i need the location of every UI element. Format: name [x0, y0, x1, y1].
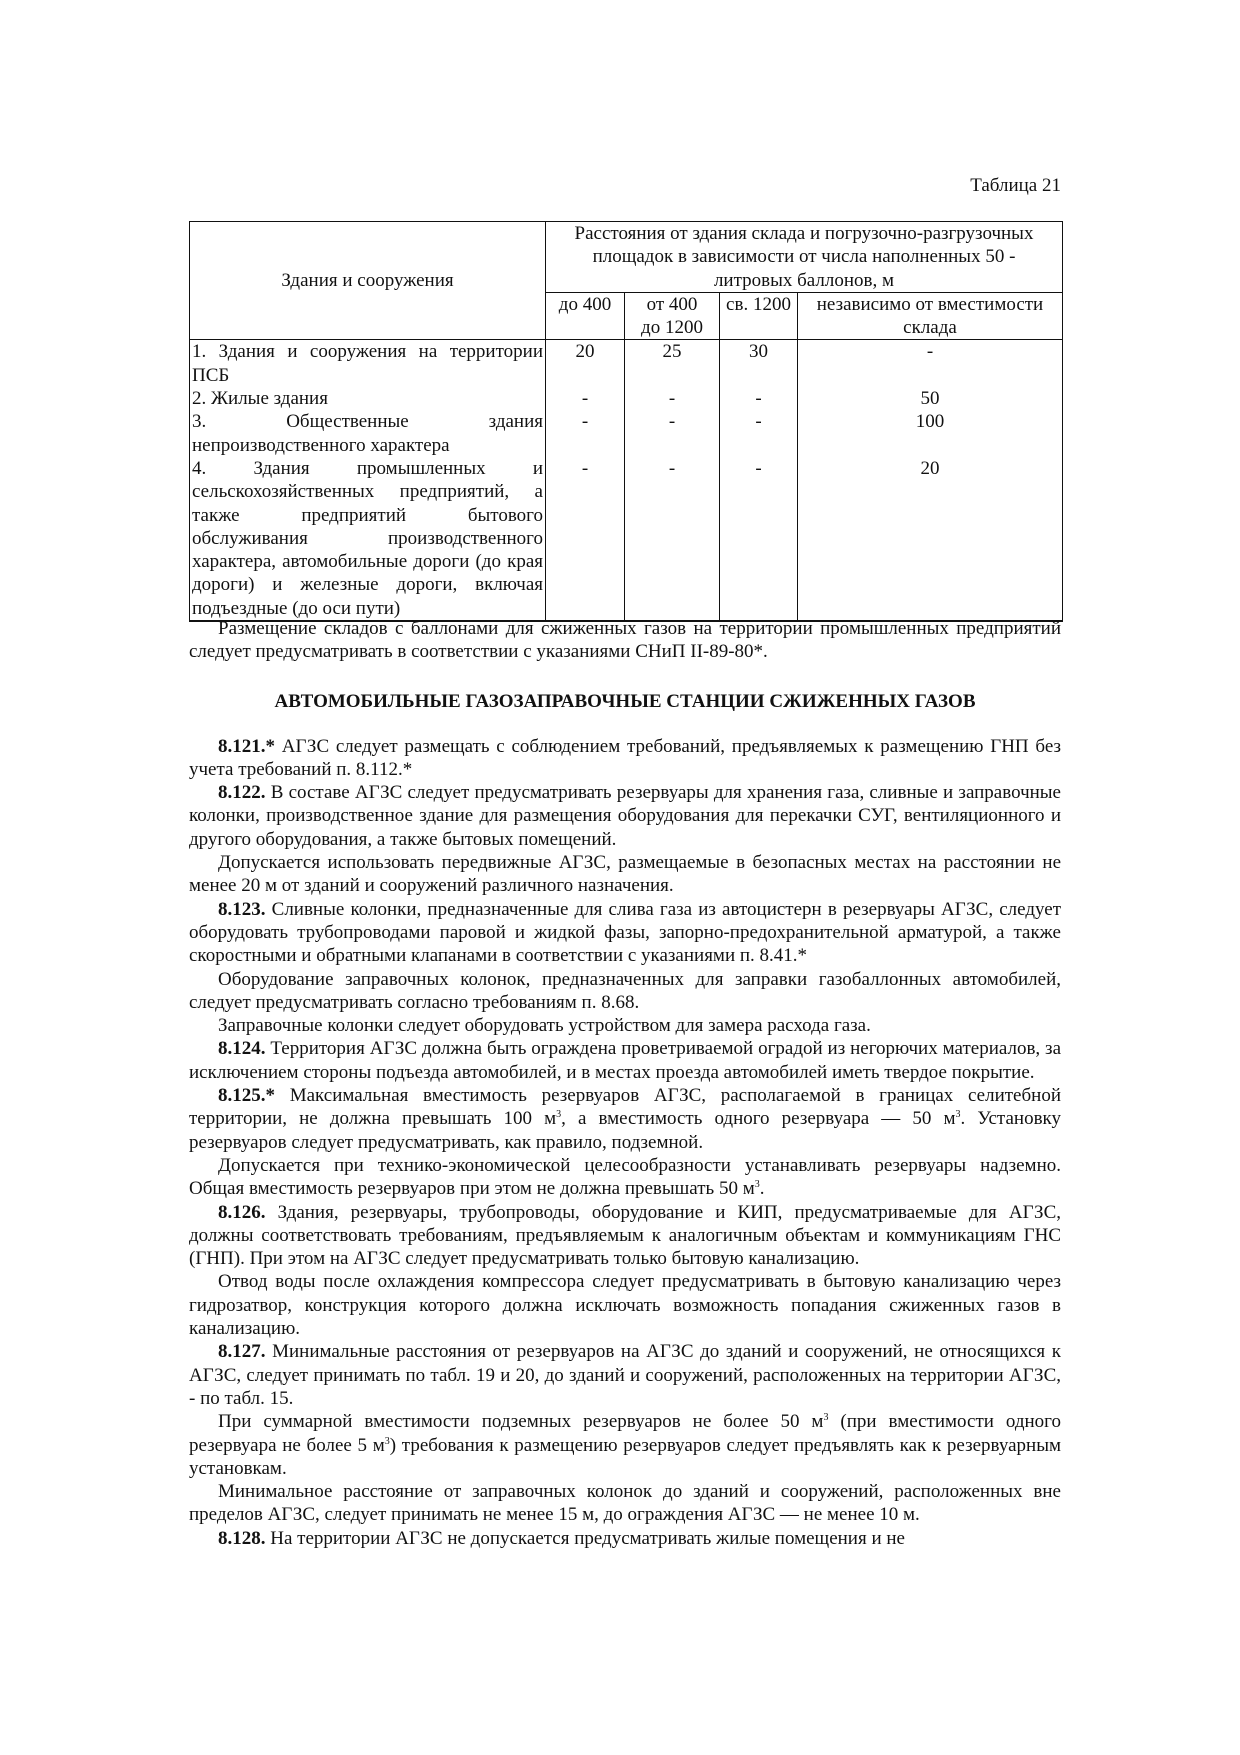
subheader-up-to-400: до 400 [546, 292, 625, 340]
body-text [189, 617, 1061, 1550]
paragraph [189, 851, 1061, 898]
superscript: 3 [823, 1412, 829, 1424]
row-value: - [625, 457, 720, 621]
row-name: 3. Общественные здания непроизводственного характера [190, 410, 546, 457]
row-value: - [798, 340, 1063, 387]
paragraph [189, 1037, 1061, 1084]
paragraph-text: На территории АГЗС не допускается предусматривать жилые помещения и не [265, 1527, 905, 1549]
table-row [190, 457, 1063, 621]
paragraph [189, 1084, 1061, 1154]
row-value: - [720, 457, 798, 621]
distance-table [189, 221, 1063, 622]
row-name: 2. Жилые здания [190, 387, 546, 410]
row-value: - [720, 387, 798, 410]
row-name: 1. Здания и сооружения на территории ПСБ [190, 340, 546, 387]
paragraph [189, 1527, 1061, 1550]
subheader-400-1200: от 400 до 1200 [625, 292, 720, 340]
row-value: - [625, 410, 720, 457]
clause-number: 8.126. [218, 1201, 266, 1223]
paragraph-text: Здания, резервуары, трубопроводы, оборудование и КИП, предусматриваемые для АГЗС, должны соответствовать требованиям, предъявляемым к аналогичным объектам и коммуникациям ГНС (ГНП). При этом на АГЗС следует предусматривать только бытовую канализацию. [189, 1201, 1061, 1270]
row-value: - [546, 387, 625, 410]
paragraph-text: Минимальные расстояния от резервуаров на АГЗС до зданий и сооружений, не относящихся к АГЗС, следует принимать по табл. 19 и 20, до зданий и сооружений, расположенных на территории АГЗС, - по табл. 15. [189, 1341, 1061, 1409]
paragraph-text: (при вместимости одного резервуара не более 5 м [189, 1411, 1062, 1456]
row-value: 30 [720, 340, 798, 387]
row-value: 20 [546, 340, 625, 387]
paragraph-text: В составе АГЗС следует предусматривать резервуары для хранения газа, сливные и заправочные колонки, производственное здание для размещения оборудования для перекачки СУГ, вентиляционного и другого оборудования, а также бытовых помещений. [189, 782, 1061, 850]
row-value: - [546, 457, 625, 621]
paragraph [189, 1270, 1061, 1340]
paragraph [189, 1154, 1061, 1201]
clause-number: 8.122. [218, 782, 266, 804]
paragraph-text: , а вместимость одного резервуара — 50 м [561, 1108, 956, 1130]
superscript: 3 [384, 1435, 390, 1447]
subheader-over-1200: св. 1200 [720, 292, 798, 340]
row-value: 20 [798, 457, 1063, 621]
paragraph-text: Оборудование заправочных колонок, предназначенных для заправки газобаллонных автомобилей, следует предусматривать согласно требованиям п. 8.68. [189, 968, 1061, 1013]
clause-number: 8.128. [218, 1527, 266, 1549]
clause-number: 8.123. [218, 898, 266, 920]
superscript: 3 [955, 1109, 961, 1121]
paragraph-text: . Установку резервуаров следует предусматривать, как правило, подземной. [189, 1108, 1061, 1153]
row-value: 25 [625, 340, 720, 387]
paragraph-text: При суммарной вместимости подземных резервуаров не более 50 м [218, 1411, 824, 1433]
clause-number: 8.125.* [218, 1085, 275, 1107]
paragraph [189, 1480, 1061, 1527]
paragraph [189, 1014, 1061, 1037]
paragraph-text: АГЗС следует размещать с соблюдением требований, предъявляемых к размещению ГНП без учета требований п. 8.112.* [189, 735, 1061, 780]
superscript: 3 [556, 1109, 562, 1121]
header-distances: Расстояния от здания склада и погрузочно-разгрузочных площадок в зависимости от числа наполненных 50 - литровых баллонов, м [546, 222, 1063, 293]
paragraph-text: Допускается при технико-экономической целесообразности устанавливать резервуары надземно. Общая вместимость резервуаров при этом не должна превышать 50 м [189, 1154, 1061, 1200]
header-buildings: Здания и сооружения [190, 222, 546, 340]
clause-number: 8.121.* [218, 735, 275, 757]
paragraph-text: Сливные колонки, предназначенные для слива газа из автоцистерн в резервуары АГЗС, следует оборудовать трубопроводами паровой и жидкой фазы, запорно-предохранительной арматурой, а также скоростными и обратными клапанами в соответствии с указаниями п. 8.41.* [189, 898, 1061, 967]
table-row [190, 340, 1063, 387]
paragraph-text: ) требования к размещению резервуаров следует предъявлять как к резервуарным установкам. [189, 1434, 1061, 1479]
paragraph-text: Отвод воды после охлаждения компрессора следует предусматривать в бытовую канализацию через гидрозатвор, конструкция которого должна исключать возможность попадания сжиженных газов в канализацию. [189, 1271, 1061, 1340]
clause-number: 8.127. [218, 1341, 266, 1363]
row-name: 4. Здания промышленных и сельскохозяйственных предприятий, а также предприятий бытового обслуживания производственного характера, автомобильные дороги (до края дороги) и железные дороги, включая подъездные (до оси пути) [190, 457, 546, 621]
paragraph [189, 1410, 1061, 1480]
row-value: 100 [798, 410, 1063, 457]
paragraph [189, 1201, 1061, 1271]
row-value: - [546, 410, 625, 457]
paragraph-text: Минимальное расстояние от заправочных колонок до зданий и сооружений, расположенных вне пределов АГЗС, следует принимать не менее 15 м, до ограждения АГЗС — не менее 10 м. [189, 1481, 1061, 1526]
paragraph [189, 781, 1061, 851]
paragraph-text: Допускается использовать передвижные АГЗС, размещаемые в безопасных местах на расстоянии не менее 20 м от зданий и сооружений различного назначения. [189, 852, 1061, 897]
superscript: 3 [754, 1179, 760, 1191]
paragraph [189, 968, 1061, 1015]
clause-number: 8.124. [218, 1038, 266, 1060]
section-heading: АВТОМОБИЛЬНЫЕ ГАЗОЗАПРАВОЧНЫЕ СТАНЦИИ СЖИЖЕННЫХ ГАЗОВ [274, 690, 976, 712]
paragraph-text: . [759, 1178, 765, 1200]
paragraph [189, 735, 1061, 782]
paragraph-text: Заправочные колонки следует оборудовать устройством для замера расхода газа. [218, 1015, 871, 1037]
intro-paragraph: Размещение складов с баллонами для сжиженных газов на территории промышленных предприятий следует предусматривать в соответствии с указаниями СНиП II-89-80*. [189, 618, 1061, 663]
row-value: 50 [798, 387, 1063, 410]
paragraph-text: Территория АГЗС должна быть ограждена проветриваемой оградой из негорючих материалов, за исключением стороны подъезда автомобилей, и в местах проезда автомобилей иметь твердое покрытие. [189, 1038, 1061, 1083]
row-value: - [720, 410, 798, 457]
subheader-independent: независимо от вместимости склада [798, 292, 1063, 340]
row-value: - [625, 387, 720, 410]
table-row [190, 387, 1063, 410]
table-row [190, 410, 1063, 457]
paragraph [189, 898, 1061, 968]
table-caption: Таблица 21 [970, 175, 1061, 196]
paragraph [189, 1340, 1061, 1410]
paragraph-text: Максимальная вместимость резервуаров АГЗС, располагаемой в границах селитебной территории, не должна превышать 100 м [189, 1085, 1061, 1130]
